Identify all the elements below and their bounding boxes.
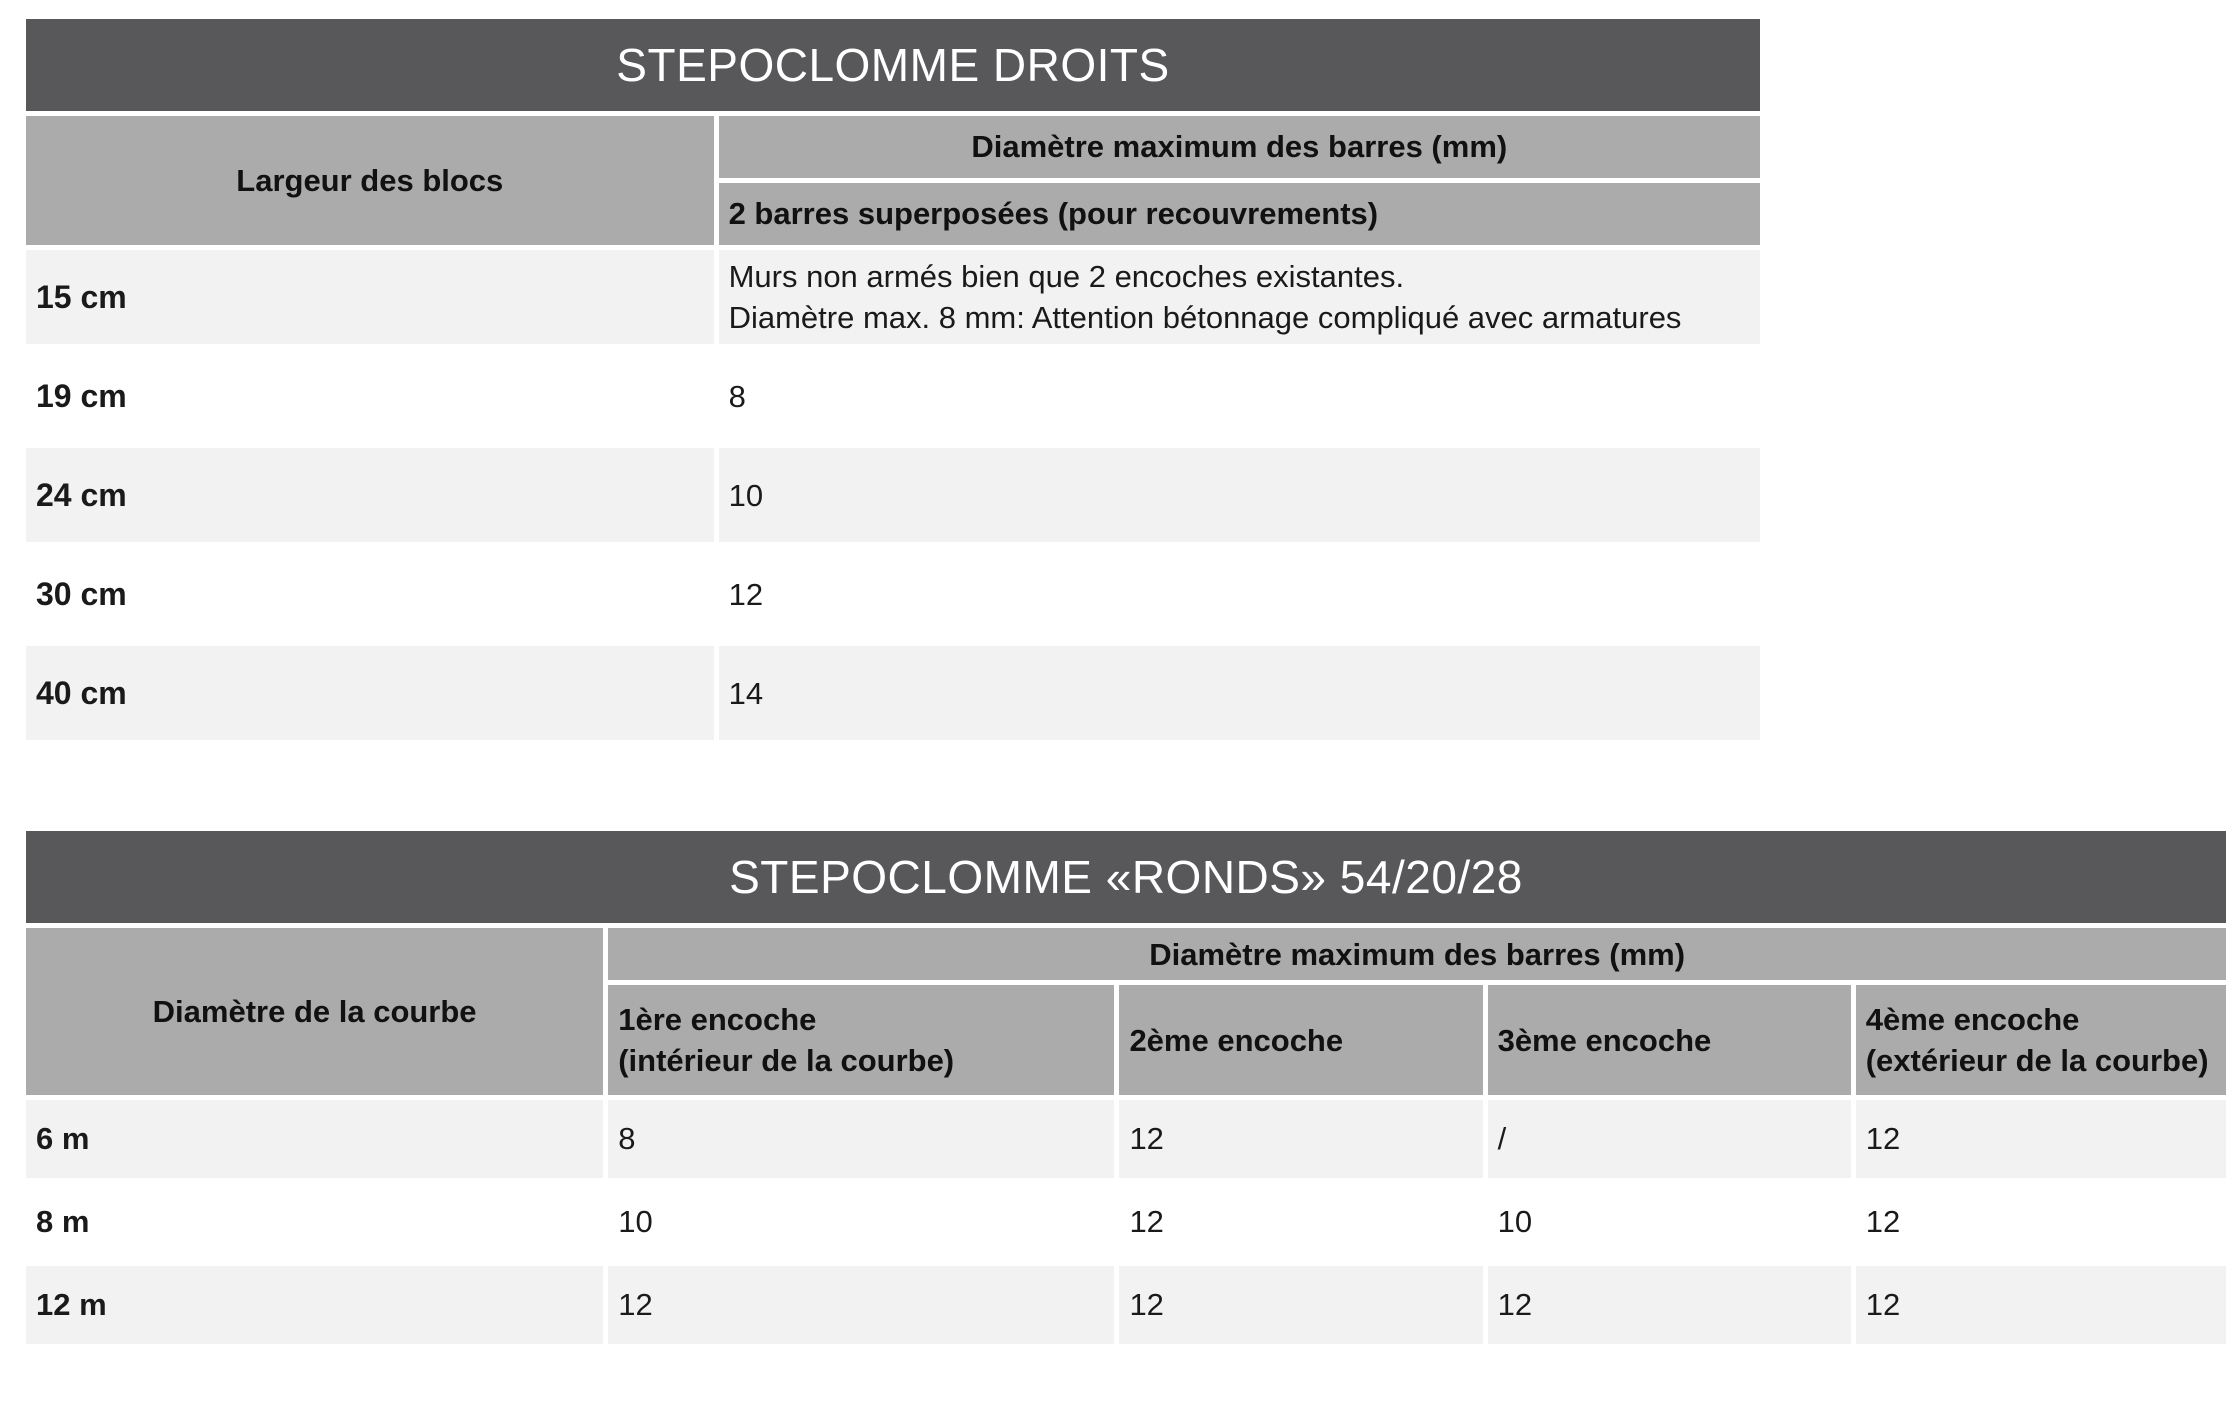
cell-value: 12: [1856, 1266, 2226, 1344]
row-label: 30 cm: [26, 547, 714, 641]
row-label: 19 cm: [26, 349, 714, 443]
row-label: 8 m: [26, 1183, 603, 1261]
column-subheader-barres: 2 barres superposées (pour recouvrements): [719, 183, 1760, 245]
cell-value: 10: [608, 1183, 1114, 1261]
row-label: 6 m: [26, 1100, 603, 1178]
cell-value: /: [1488, 1100, 1851, 1178]
table-row: [26, 250, 1760, 344]
cell-value: 14: [719, 646, 1760, 740]
column-subheader-encoche-3: 3ème encoche: [1488, 985, 1851, 1095]
column-subheader-encoche-2: 2ème encoche: [1119, 985, 1482, 1095]
cell-value: 12: [1119, 1266, 1482, 1344]
column-header-diametre-courbe: Diamètre de la courbe: [26, 928, 603, 1095]
column-header-diametre: Diamètre maximum des barres (mm): [719, 116, 1760, 178]
subheader-line: (intérieur de la courbe): [618, 1043, 955, 1078]
column-header-diametre: Diamètre maximum des barres (mm): [608, 928, 2226, 980]
cell-value: 8: [719, 349, 1760, 443]
column-subheader-encoche-1: [608, 985, 1114, 1095]
subheader-line: 4ème encoche: [1865, 1002, 2080, 1037]
row-label: 12 m: [26, 1266, 603, 1344]
cell-value: 10: [1488, 1183, 1851, 1261]
cell-value: 8: [608, 1100, 1114, 1178]
cell-value: [719, 250, 1760, 344]
table-stepoclomme-droits: [21, 14, 1765, 745]
row-label: 24 cm: [26, 448, 714, 542]
cell-value: 12: [608, 1266, 1114, 1344]
column-subheader-encoche-4: [1856, 985, 2226, 1095]
table-row: [26, 1100, 2226, 1178]
cell-value: 12: [1119, 1183, 1482, 1261]
subheader-line: 1ère encoche: [618, 1002, 817, 1037]
table-stepoclomme-ronds: [21, 826, 2226, 1349]
cell-value: 12: [1119, 1100, 1482, 1178]
table-title: STEPOCLOMME DROITS: [26, 19, 1760, 111]
table-row: [26, 547, 1760, 641]
cell-value: 12: [1856, 1100, 2226, 1178]
table-title: STEPOCLOMME «RONDS» 54/20/28: [26, 831, 2226, 923]
table-row: [26, 1183, 2226, 1261]
subheader-line: (extérieur de la courbe): [1865, 1043, 2209, 1078]
row-label: 15 cm: [26, 250, 714, 344]
cell-line: Murs non armés bien que 2 encoches existantes.: [728, 259, 1405, 294]
cell-value: 12: [719, 547, 1760, 641]
cell-value: 12: [1856, 1183, 2226, 1261]
row-label: 40 cm: [26, 646, 714, 740]
cell-line: Diamètre max. 8 mm: Attention bétonnage compliqué avec armatures: [728, 300, 1682, 335]
table-row: [26, 1266, 2226, 1344]
cell-value: 12: [1488, 1266, 1851, 1344]
cell-value: 10: [719, 448, 1760, 542]
table-row: [26, 646, 1760, 740]
table-row: [26, 349, 1760, 443]
column-header-largeur: Largeur des blocs: [26, 116, 714, 245]
table-row: [26, 448, 1760, 542]
